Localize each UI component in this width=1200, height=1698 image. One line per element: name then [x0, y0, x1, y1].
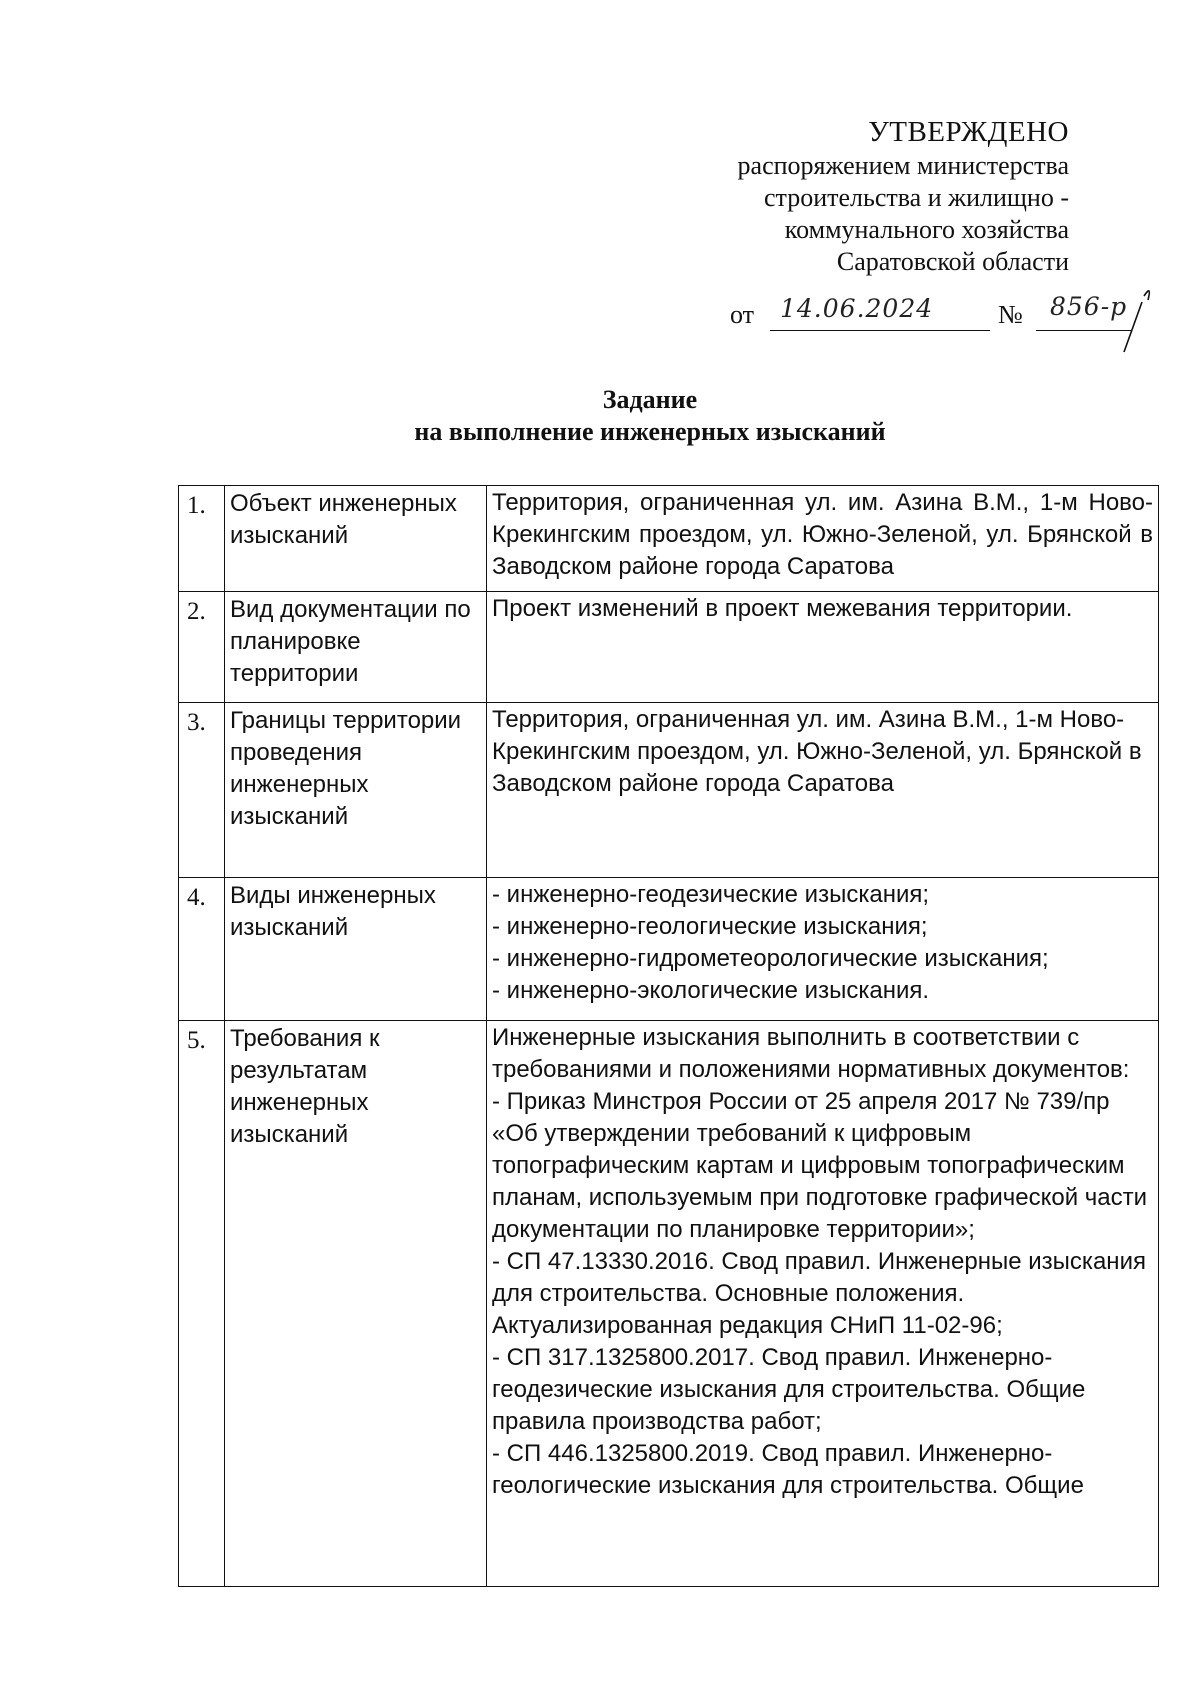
- content-line: - инженерно-геологические изыскания;: [492, 913, 928, 940]
- title-line: Задание: [602, 385, 698, 414]
- table-row: [179, 592, 1159, 703]
- table-row: [179, 878, 1159, 1021]
- content-line: - инженерно-геодезические изыскания;: [492, 881, 930, 908]
- content-line: - инженерно-гидрометеорологические изыскания;: [492, 945, 1049, 972]
- table-row: [179, 703, 1159, 878]
- date-prefix: от: [730, 300, 755, 329]
- row-label: Виды инженерных изысканий: [225, 878, 487, 1021]
- number-prefix: №: [998, 300, 1023, 329]
- content-line: Территория, ограниченная ул. им. Азина В.М., 1-м Ново-Крекингским проездом, ул. Южно-Зеленой, ул. Брянской в Заводском районе города Саратова: [492, 489, 1153, 580]
- approval-block: [738, 116, 1069, 278]
- content-line: - Приказ Минстроя России от 25 апреля 2017 № 739/пр «Об утверждении требований к цифровым топографическим картам и цифровым топографическим планам, используемым при подготовке графической части документации по планировке территории»;: [492, 1088, 1148, 1243]
- approval-date-line: [730, 292, 1150, 334]
- requirements-table: [178, 485, 1159, 1587]
- row-number: 4.: [179, 878, 225, 1021]
- row-content: [487, 592, 1159, 703]
- approval-stamp: УТВЕРЖДЕНО: [868, 116, 1069, 148]
- content-line: - инженерно-экологические изыскания.: [492, 977, 930, 1004]
- approval-line: распоряжением министерства: [737, 151, 1069, 180]
- content-line: - СП 317.1325800.2017. Свод правил. Инженерно-геодезические изыскания для строительства. Общие правила производства работ;: [492, 1344, 1086, 1435]
- content-line: - СП 446.1325800.2019. Свод правил. Инженерно-геологические изыскания для строительства. Общие: [492, 1440, 1084, 1499]
- row-content: [487, 1021, 1159, 1587]
- document-title: [0, 384, 1200, 448]
- approval-line: строительства и жилищно -: [763, 183, 1069, 212]
- row-label: Границы территории проведения инженерных изысканий: [225, 703, 487, 878]
- content-line: Инженерные изыскания выполнить в соответствии с требованиями и положениями нормативных документов:: [492, 1024, 1130, 1083]
- row-label: Вид документации по планировке территории: [225, 592, 487, 703]
- row-number: 3.: [179, 703, 225, 878]
- content-line: - СП 47.13330.2016. Свод правил. Инженерные изыскания для строительства. Основные положения. Актуализированная редакция СНиП 11-02-96;: [492, 1248, 1146, 1339]
- handwritten-number: 856-р: [1050, 292, 1128, 321]
- table-row: [179, 486, 1159, 592]
- handwritten-date: 14.06.2024: [780, 294, 934, 323]
- signature-stroke: [1118, 278, 1158, 358]
- row-content: [487, 878, 1159, 1021]
- row-number: 2.: [179, 592, 225, 703]
- row-label: Требования к результатам инженерных изысканий: [225, 1021, 487, 1587]
- content-line: Территория, ограниченная ул. им. Азина В.М., 1-м Ново-Крекингским проездом, ул. Южно-Зеленой, ул. Брянской в Заводском районе города Саратова: [492, 706, 1142, 797]
- approval-line: коммунального хозяйства: [784, 215, 1069, 244]
- date-underline: [770, 330, 990, 331]
- row-content: [487, 486, 1159, 592]
- row-content: [487, 703, 1159, 878]
- title-subline: на выполнение инженерных изысканий: [414, 417, 886, 446]
- approval-line: Саратовской области: [836, 247, 1069, 276]
- row-number: 5.: [179, 1021, 225, 1587]
- row-label: Объект инженерных изысканий: [225, 486, 487, 592]
- row-number: 1.: [179, 486, 225, 592]
- content-line: Проект изменений в проект межевания территории.: [492, 595, 1073, 622]
- table-row: [179, 1021, 1159, 1587]
